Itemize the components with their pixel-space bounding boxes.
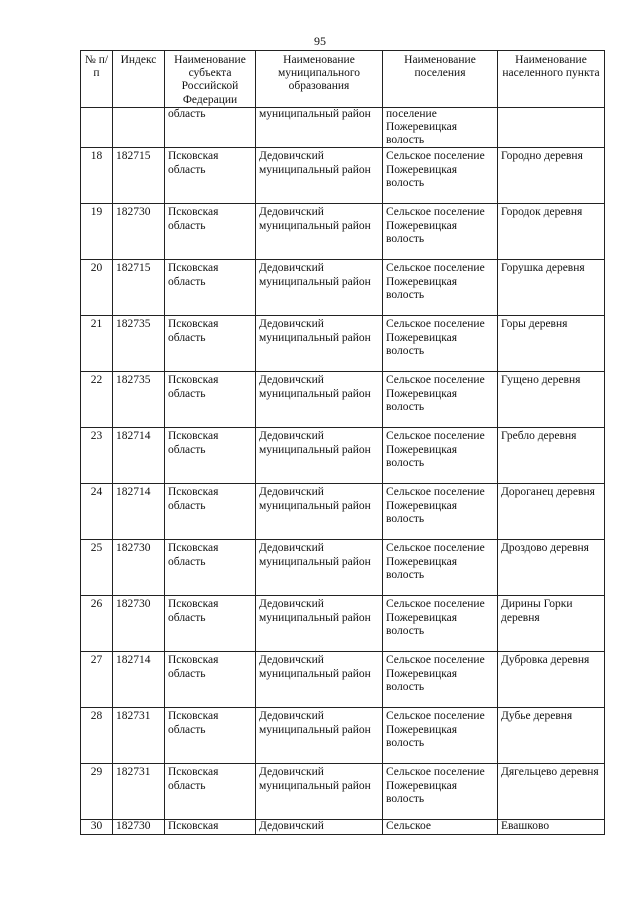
cell-index: 182730 [113, 820, 165, 834]
cell-index: 182730 [113, 540, 165, 596]
cell-settlement: поселение Пожеревицкая волость [383, 107, 498, 148]
table-row [81, 204, 605, 260]
cell-index: 182714 [113, 428, 165, 484]
cell-municipal: муниципальный район [256, 107, 383, 148]
cell-locality: Дягельцево деревня [498, 764, 605, 820]
cell-municipal: Дедовичский муниципальный район [256, 708, 383, 764]
cell-index: 182715 [113, 260, 165, 316]
cell-municipal: Дедовичский муниципальный район [256, 484, 383, 540]
cell-subject: область [165, 107, 256, 148]
cell-municipal: Дедовичский муниципальный район [256, 260, 383, 316]
cell-num [81, 107, 113, 148]
cell-locality: Дубье деревня [498, 708, 605, 764]
cell-settlement: Сельское поселение Пожеревицкая волость [383, 652, 498, 708]
settlements-table [80, 50, 605, 835]
cell-locality: Дубровка деревня [498, 652, 605, 708]
cell-num: 27 [81, 652, 113, 708]
header-num: № п/п [81, 51, 113, 108]
cell-locality: Дороганец деревня [498, 484, 605, 540]
header-subject: Наименование субъекта Российской Федерации [165, 51, 256, 108]
cell-num: 18 [81, 148, 113, 204]
table-row [81, 652, 605, 708]
cell-municipal: Дедовичский муниципальный район [256, 596, 383, 652]
cell-subject: Псковская область [165, 204, 256, 260]
header-settlement: Наименование поселения [383, 51, 498, 108]
cell-num: 25 [81, 540, 113, 596]
cell-index [113, 107, 165, 148]
cell-settlement: Сельское поселение Пожеревицкая волость [383, 764, 498, 820]
header-municipal: Наименование муниципального образования [256, 51, 383, 108]
cell-municipal: Дедовичский муниципальный район [256, 148, 383, 204]
cell-locality [498, 107, 605, 148]
table-row [81, 372, 605, 428]
cell-municipal: Дедовичский муниципальный район [256, 540, 383, 596]
table-header-row [81, 51, 605, 108]
table-row [81, 316, 605, 372]
cell-subject: Псковская область [165, 652, 256, 708]
cell-subject: Псковская область [165, 484, 256, 540]
cell-subject: Псковская [165, 820, 256, 834]
cell-subject: Псковская область [165, 260, 256, 316]
page-number: 95 [314, 34, 326, 48]
cell-locality: Городно деревня [498, 148, 605, 204]
cell-locality: Городок деревня [498, 204, 605, 260]
cell-subject: Псковская область [165, 148, 256, 204]
cell-subject: Псковская область [165, 764, 256, 820]
cell-settlement: Сельское поселение Пожеревицкая волость [383, 484, 498, 540]
table-row [81, 596, 605, 652]
cell-num: 22 [81, 372, 113, 428]
cell-num: 29 [81, 764, 113, 820]
table-row [81, 148, 605, 204]
cell-subject: Псковская область [165, 428, 256, 484]
cell-locality: Горы деревня [498, 316, 605, 372]
cell-index: 182730 [113, 204, 165, 260]
cell-locality: Гущено деревня [498, 372, 605, 428]
table-row-last [81, 820, 605, 834]
table-row [81, 764, 605, 820]
cell-subject: Псковская область [165, 372, 256, 428]
cell-subject: Псковская область [165, 596, 256, 652]
cell-subject: Псковская область [165, 316, 256, 372]
cell-num: 19 [81, 204, 113, 260]
cell-locality: Дроздово деревня [498, 540, 605, 596]
cell-num: 26 [81, 596, 113, 652]
cell-municipal: Дедовичский муниципальный район [256, 316, 383, 372]
cell-num: 20 [81, 260, 113, 316]
cell-settlement: Сельское поселение Пожеревицкая волость [383, 540, 498, 596]
table-row [81, 708, 605, 764]
cell-settlement: Сельское поселение Пожеревицкая волость [383, 708, 498, 764]
cell-subject: Псковская область [165, 540, 256, 596]
cell-locality: Евашково [498, 820, 605, 834]
table-row [81, 260, 605, 316]
cell-settlement: Сельское поселение Пожеревицкая волость [383, 596, 498, 652]
cell-settlement: Сельское поселение Пожеревицкая волость [383, 428, 498, 484]
cell-municipal: Дедовичский муниципальный район [256, 428, 383, 484]
cell-num: 24 [81, 484, 113, 540]
cell-num: 30 [81, 820, 113, 834]
cell-index: 182731 [113, 764, 165, 820]
table-row [81, 484, 605, 540]
cell-settlement: Сельское поселение Пожеревицкая волость [383, 148, 498, 204]
cell-index: 182731 [113, 708, 165, 764]
cell-settlement: Сельское поселение Пожеревицкая волость [383, 204, 498, 260]
cell-index: 182735 [113, 316, 165, 372]
cell-index: 182735 [113, 372, 165, 428]
cell-settlement: Сельское [383, 820, 498, 834]
table-row [81, 540, 605, 596]
cell-municipal: Дедовичский муниципальный район [256, 652, 383, 708]
cell-settlement: Сельское поселение Пожеревицкая волость [383, 316, 498, 372]
cell-municipal: Дедовичский [256, 820, 383, 834]
cell-num: 28 [81, 708, 113, 764]
cell-index: 182715 [113, 148, 165, 204]
cell-locality: Гребло деревня [498, 428, 605, 484]
cell-index: 182714 [113, 652, 165, 708]
cell-locality: Горушка деревня [498, 260, 605, 316]
cell-settlement: Сельское поселение Пожеревицкая волость [383, 372, 498, 428]
cell-locality: Дирины Горки деревня [498, 596, 605, 652]
table-row-continuation [81, 107, 605, 148]
cell-municipal: Дедовичский муниципальный район [256, 204, 383, 260]
cell-municipal: Дедовичский муниципальный район [256, 764, 383, 820]
cell-municipal: Дедовичский муниципальный район [256, 372, 383, 428]
table-row [81, 428, 605, 484]
cell-num: 21 [81, 316, 113, 372]
header-index: Индекс [113, 51, 165, 108]
cell-subject: Псковская область [165, 708, 256, 764]
cell-index: 182730 [113, 596, 165, 652]
cell-settlement: Сельское поселение Пожеревицкая волость [383, 260, 498, 316]
cell-index: 182714 [113, 484, 165, 540]
cell-num: 23 [81, 428, 113, 484]
header-locality: Наименование населенного пункта [498, 51, 605, 108]
